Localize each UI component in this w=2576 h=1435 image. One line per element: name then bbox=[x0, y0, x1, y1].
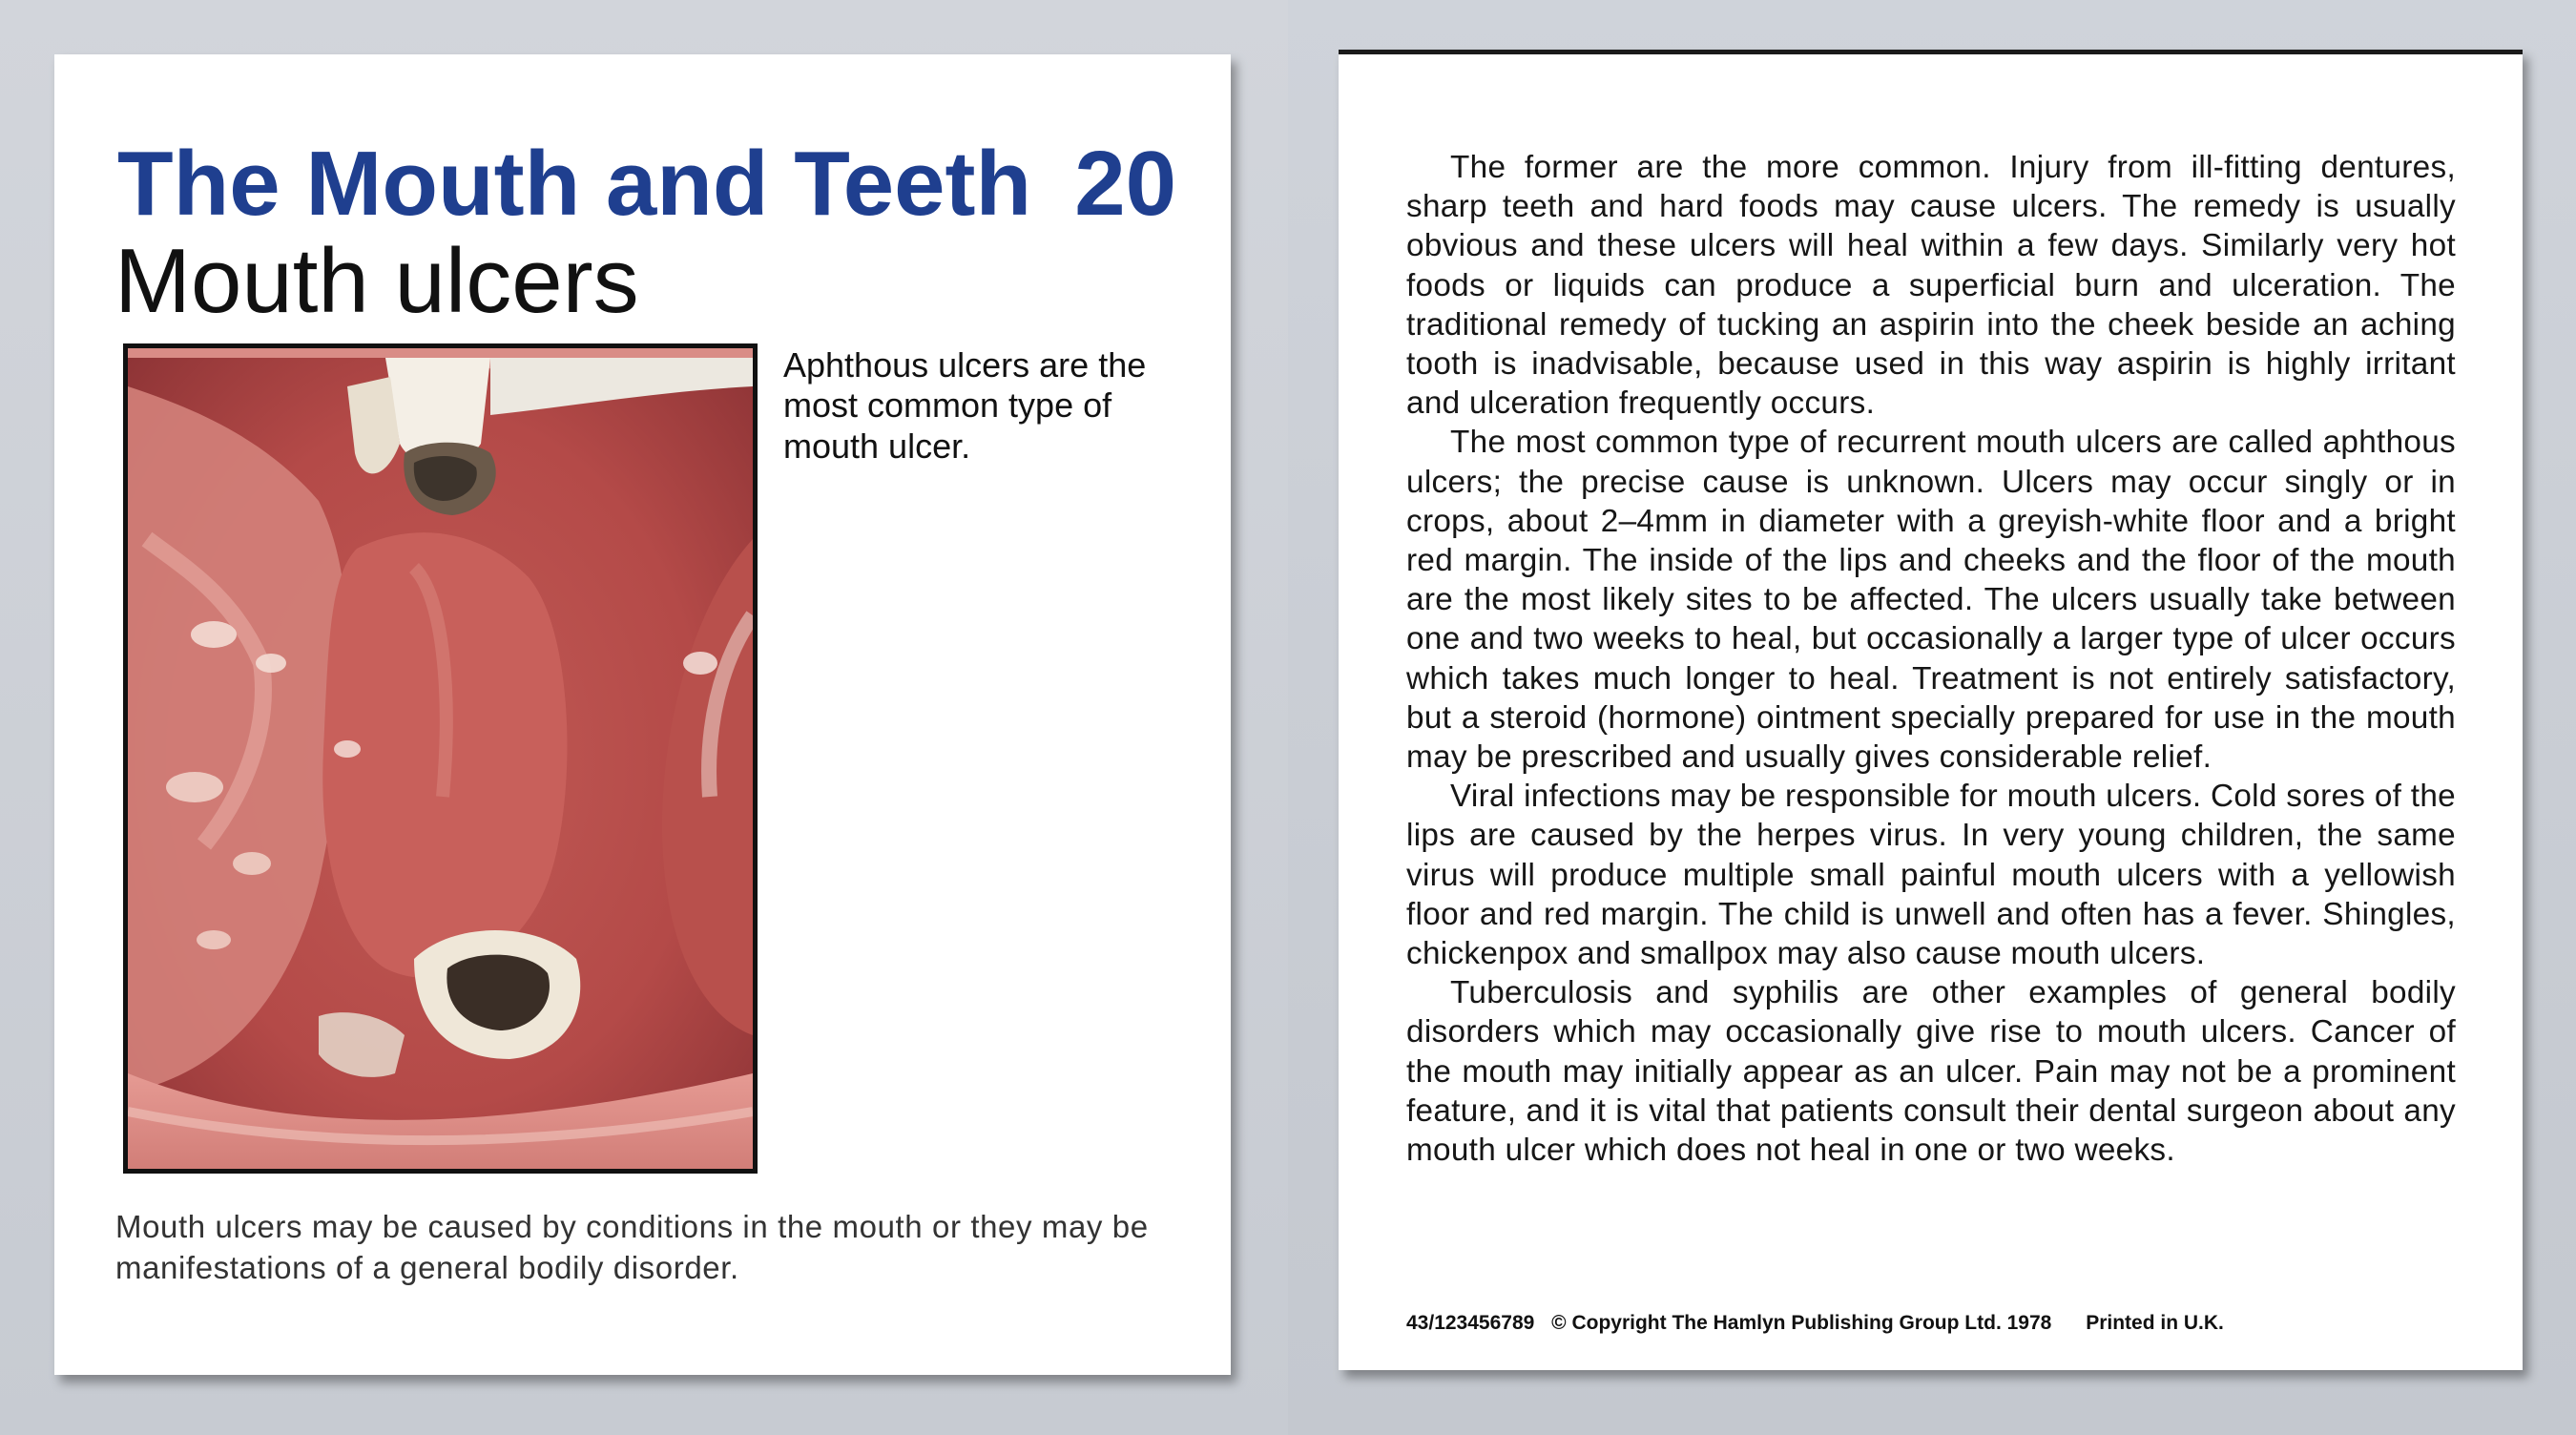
mouth-photo-illustration bbox=[128, 348, 753, 1169]
body-paragraph: Viral infections may be responsible for mouth ulcers. Cold sores of the lips are caused by the herpes virus. In very young children, the same virus will produce multiple small painful mouth ulcers with a yellowish floor and red margin. The child is unwell and often has a fever. Shingles, chickenpox and smallpox may also cause mouth ulcers. bbox=[1406, 779, 2456, 972]
mouth-ulcer-photo bbox=[123, 343, 758, 1174]
imprint-line bbox=[1406, 1312, 2235, 1335]
card-heading: Mouth ulcers bbox=[114, 230, 639, 332]
body-paragraph: Tuberculosis and syphilis are other examples of general bodily disorders which may occasionally give rise to mouth ulcers. Cancer of the mouth may initially appear as an ulcer. Pain may not be a prominent feature, and it is vital that patients consult their dental surgeon about any mouth ulcer which does not heal in one or two weeks. bbox=[1406, 975, 2456, 1169]
front-footer-text: Mouth ulcers may be caused by conditions in the mouth or they may be manifestations of a general bodily disorder. bbox=[115, 1209, 1149, 1285]
photo-caption: Aphthous ulcers are the most common type of mouth ulcer. bbox=[783, 345, 1147, 466]
series-title: The Mouth and Teeth bbox=[117, 133, 1032, 235]
copyright-notice: © Copyright The Hamlyn Publishing Group Ltd. 1978 bbox=[1551, 1312, 2052, 1334]
body-paragraph: The former are the more common. Injury from ill-fitting dentures, sharp teeth and hard foods may cause ulcers. The remedy is usually obvious and these ulcers will heal within a few days. Similarly very hot foods or liquids can produce a superficial burn and ulceration. The traditional remedy of tucking an aspirin into the cheek beside an aching tooth is inadvisable, because used in this way aspirin is highly irritant and ulceration frequently occurs. bbox=[1406, 150, 2456, 422]
imprint-code: 43/123456789 bbox=[1406, 1312, 1535, 1334]
card-back bbox=[1339, 50, 2523, 1370]
body-text bbox=[1406, 148, 2456, 1170]
card-front bbox=[54, 54, 1231, 1375]
series-title-row bbox=[117, 133, 1176, 235]
printed-in: Printed in U.K. bbox=[2086, 1312, 2224, 1334]
body-paragraph: The most common type of recurrent mouth ulcers are called aphthous ulcers; the precise cause is unknown. Ulcers may occur singly or in crops, about 2–4mm in diameter with a greyish-white floor and a bright red margin. The inside of the lips and cheeks and the floor of the mouth are the most likely sites to be affected. The ulcers usually take between one and two weeks to heal, but occasionally a larger type of ulcer occurs which takes much longer to heal. Treatment is not entirely satisfactory, but a steroid (hormone) ointment specially prepared for use in the mouth may be prescribed and usually gives considerable relief. bbox=[1406, 425, 2456, 776]
card-number: 20 bbox=[1074, 133, 1176, 235]
